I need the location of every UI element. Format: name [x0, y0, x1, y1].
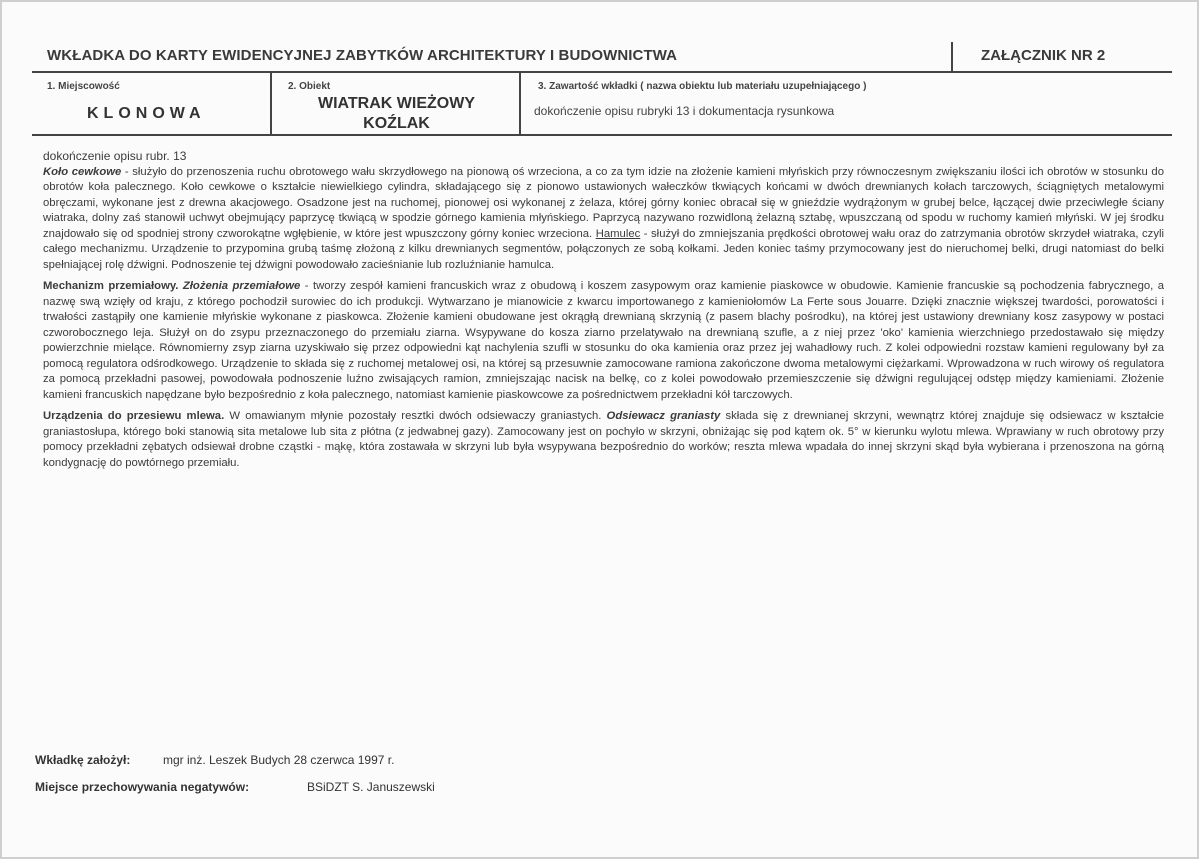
object-label: 2. Obiekt: [288, 81, 331, 92]
header-divider: [951, 42, 953, 72]
paragraph-2: [43, 279, 1164, 403]
header-title: WKŁADKA DO KARTY EWIDENCYJNEJ ZABYTKÓW ARCHITEKTURY I BUDOWNICTWA: [47, 47, 678, 64]
cell-divider-1: [270, 73, 272, 134]
annex-number: ZAŁĄCZNIK NR 2: [981, 47, 1106, 64]
object-value: [274, 94, 519, 134]
term-hamulec: Hamulec: [595, 227, 641, 240]
heading-przesiew: Urządzenia do przesiewu mlewa.: [43, 410, 225, 422]
contents-label: 3. Zawartość wkładki ( nazwa obiektu lub materiału uzupełniającego ): [538, 81, 867, 92]
author-value: mgr inż. Leszek Budych 28 czerwca 1997 r.: [163, 753, 395, 767]
author-row: [35, 753, 394, 767]
author-label: Wkładkę założył:: [35, 753, 131, 767]
cell-divider-2: [519, 73, 521, 134]
p2-text: - tworzy zespół kamieni francuskich wraz z obudową i koszem zasypowym oraz kamienie piaskowce w obudowie. Kamienie francuskie są pochodzenia fabrycznego, a nazwę swą wzięły od kraju, z którego pochodził surowiec do ich produkcji. Wytwarzano je mianowicie z kwarcu importowanego z kamieniołomów La Ferte sous Jouarre. Dzięki znacznie większej twardości, porowatości i trwałości zastąpiły one kamienie młyńskie wykonane z piaskowca. Złożenie kamieni obudowane jest okrągłą drewnianą skrzynią (z pasem blachy pośrodku), na której jest ustawiony drewniany kosz zasypowy w postaci czworobocznego leja. Służył on do zsypu przeznaczonego do przemiału ziarna. Wsypywane do kosza ziarno przelatywało na drewnianą szufle, a z niej przez 'oko' kamienia wierzchniego przedostawało się między powierzchnie mielące. Równomierny zsyp ziarna uzyskiwało się przez odpowiedni kąt nachylenia szufli w stosunku do oka kamienia oraz przez jej wahadłowy ruch. Z kolei odpowiedni rozstaw kamieni regulowany był za pomocą regulatora odśrodkowego. Urządzenie to składa się z ruchomej metalowej osi, na której są przesuwnie zamocowane ramiona zakończone dwoma metalowymi ciężarkami. Wprowadzona w ruch wirowy oś regulatora za pomocą przekładni pasowej, powodowała podnoszenie luźno zwisających ramion, zmniejszając nacisk na belkę, co z kolei powodowało przemieszczenie się dźwigni regulującej odstęp między kamieniami. Złożenie kamieni francuskich napędzane było bezpośrednio z koła palecznego, natomiast kamienie piaskowcowe za pośrednictwem przekładni kół tarczowych.: [43, 280, 1164, 401]
term-odsiewacz: Odsiewacz graniasty: [606, 410, 721, 422]
object-line-1: WIATRAK WIEŻOWY: [317, 95, 475, 112]
storage-label: Miejsce przechowywania negatywów:: [35, 780, 250, 794]
contents-value: dokończenie opisu rubryki 13 i dokumentacja rysunkowa: [534, 104, 835, 118]
object-line-2: KOŹLAK: [363, 115, 430, 132]
storage-value: BSiDZT S. Januszewski: [307, 780, 435, 794]
p3-text-1: W omawianym młynie pozostały resztki dwóch odsiewaczy graniastych.: [224, 410, 607, 422]
p1-text-1: - służyło do przenoszenia ruchu obrotowego wału skrzydłowego na pionową oś wrzeciona, a co za tym idzie na złożenie kamieni młyńskich przy równoczesnym zwiększaniu ilości ich obrotów w stosunku do obrotów koła palecznego. Koło cewkowe o kształcie niewielkiego cylindra, składającego się z pionowo ustawionych wałeczków tkwiących końcami w dwóch drewnianych kołach tarczowych, ściągniętych metalowymi obręczami, wykonane jest z drewna akacjowego. Osadzone jest na ruchomej, pionowej osi wykonanej z żelaza, której górny koniec obracał się w gnieździe wydrążonym w grubej belce, łączącej dwie przeciwległe ściany wiatraka, dolny zaś stanowił uchwyt obejmujący paprzycę tkwiącą w spodzie górnego kamienia młyńskiego. Paprzycą nazywano rozwidloną żelazną sztabę, wpuszczaną od spodu w ruchomy kamień młyński. W jej środku znajdowało się od spodniej strony czworokątne wgłębienie, w które jest wpuszczony górny koniec wrzeciona.: [43, 165, 1164, 240]
rule-bottom: [32, 134, 1172, 136]
term-zlozenia: Złożenia przemiałowe: [182, 280, 301, 292]
place-value: KLONOWA: [87, 105, 206, 122]
paragraph-1: [43, 165, 1164, 274]
rule-top: [32, 71, 1172, 73]
description-body: [43, 149, 1164, 477]
heading-mechanizm: Mechanizm przemiałowy.: [43, 280, 179, 292]
p3-text-2: składa się z drewnianej skrzyni, wewnątrz której znajduje się odsiewacz w kształcie graniastosłupa, którego boki stanowią sita metalowe lub sita z płótna (z jedwabnej gazy). Zamocowany jest on pochyło w skrzyni, obniżając się pod kątem ok. 5° w kierunku wylotu mlewa. Wprawiany w ruch obrotowy przy pomocy przekładni zębatych odsiewał drobne cząstki - mąkę, która zostawała w skrzyni lub była wsypywana bezpośrednio do worków; reszta mlewa wpadała do innej skrzyni skąd była wybierana i przenoszona na górną kondygnację do powtórnego przemiału.: [43, 410, 1164, 469]
paragraph-3: [43, 409, 1164, 471]
place-label: 1. Miejscowość: [47, 81, 120, 92]
term-kolo-cewkowe: Koło cewkowe: [43, 165, 122, 178]
storage-row: [35, 780, 435, 794]
p1-text-2: - służył do zmniejszania prędkości obrotowej wału oraz do zatrzymania obrotów skrzydeł wiatraka, czyli całego mechanizmu. Urządzenie to przypomina grubą taśmę złożoną z kilku drewnianych segmentów, połączonych ze sobą kołkami. Jeden koniec taśmy przymocowany jest do nieruchomej belki, drugi natomiast do belki spełniającej rolę dźwigni. Podnoszenie tej dźwigni powodowało zacieśnianie lub rozluźnianie hamulca.: [43, 227, 1164, 271]
intro-line: dokończenie opisu rubr. 13: [43, 149, 187, 163]
